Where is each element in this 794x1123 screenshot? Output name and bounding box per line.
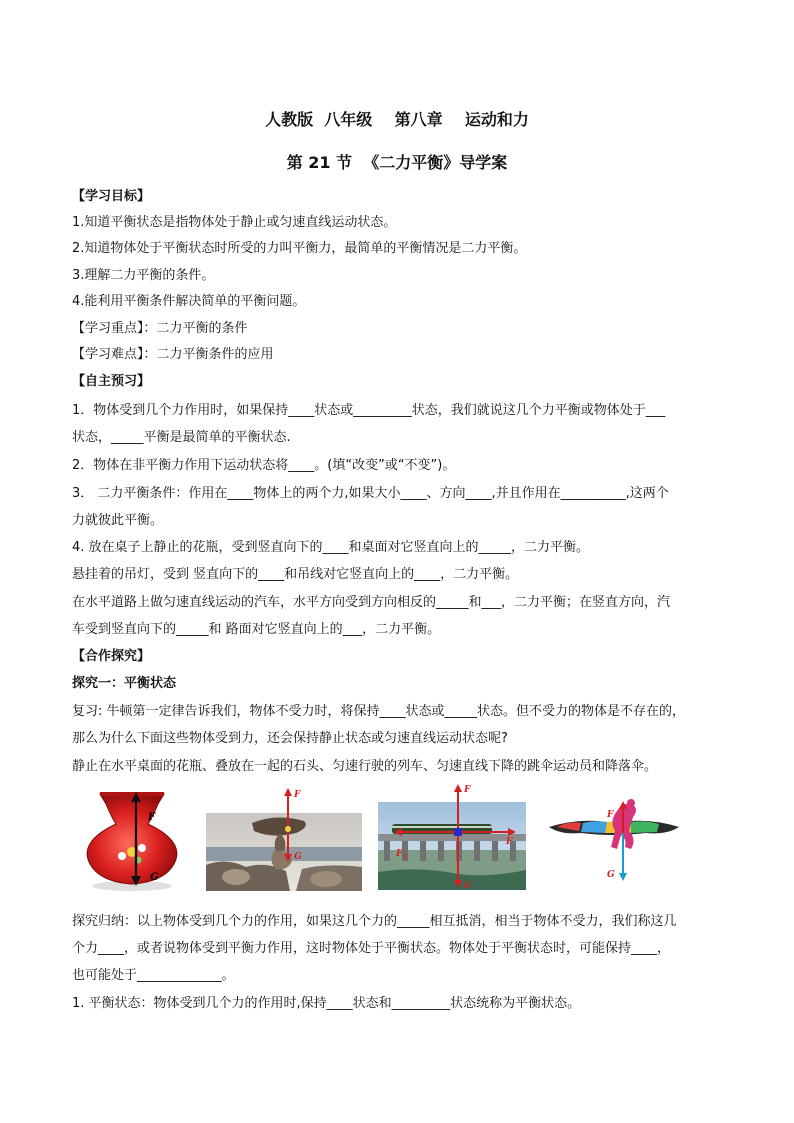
text-line: 悬挂着的吊灯，受到 竖直向下的____和吊线对它竖直向上的____，二力平衡。 bbox=[72, 567, 519, 582]
text-line: 1．物体受到几个力作用时，如果保持____状态或_________状态，我们就说这几个力平衡或物体处于___ bbox=[72, 403, 666, 418]
section-heading: 【学习目标】 bbox=[72, 189, 151, 204]
text-line: 4. 放在桌子上静止的花瓶，受到竖直向下的____和桌面对它竖直向上的_____，二力平衡。 bbox=[72, 540, 590, 555]
text-line: 个力____，或者说物体受到平衡力作用，这时物体处于平衡状态。物体处于平衡状态时，可能保持____， bbox=[72, 941, 671, 956]
section-heading: 【自主预习】 bbox=[72, 374, 151, 389]
force-label-friction: F bbox=[506, 837, 513, 847]
vase-figure bbox=[74, 790, 192, 892]
text-line: 在水平道路上做匀速直线运动的汽车，水平方向受到方向相反的_____和___，二力平衡；在竖直方向，汽 bbox=[72, 595, 671, 610]
section-heading: 【合作探究】 bbox=[72, 649, 151, 664]
text-line: 4.能利用平衡条件解决简单的平衡问题。 bbox=[72, 294, 306, 309]
text-line: 状态，_____平衡是最简单的平衡状态. bbox=[72, 430, 291, 445]
text-line: 2．物体在非平衡力作用下运动状态将____。(填“改变”或“不变”)。 bbox=[72, 458, 456, 473]
text-line: 1.知道平衡状态是指物体处于静止或匀速直线运动状态。 bbox=[72, 215, 397, 230]
force-label-g: G bbox=[150, 872, 159, 883]
text-line: 探究归纳：以上物体受到几个力的作用，如果这几个力的_____相互抵消，相当于物体不受力，我们称这几 bbox=[72, 914, 677, 929]
text-line: 车受到竖直向下的_____和 路面对它竖直向上的___，二力平衡。 bbox=[72, 622, 441, 637]
text-line: 那么为什么下面这些物体受到力，还会保持静止状态或匀速直线运动状态呢? bbox=[72, 731, 508, 746]
document-title: 人教版 八年级 第八章 运动和力 bbox=[265, 110, 529, 129]
difficult-point: 【学习难点】：二力平衡条件的应用 bbox=[72, 347, 274, 362]
text-line: 也可能处于_____________。 bbox=[72, 968, 235, 983]
text-line: 3． 二力平衡条件：作用在____物体上的两个力,如果大小____、方向____,并且作用在__________,这两个 bbox=[72, 486, 669, 501]
text-line: 3.理解二力平衡的条件。 bbox=[72, 268, 215, 283]
text-line: 2.知道物体处于平衡状态时所受的力叫平衡力，最简单的平衡情况是二力平衡。 bbox=[72, 241, 527, 256]
force-label-f: F bbox=[464, 785, 471, 795]
force-label-traction: F bbox=[396, 849, 403, 859]
force-label-g: G bbox=[294, 852, 302, 862]
force-label-g: G bbox=[607, 870, 615, 880]
force-label-f: F bbox=[148, 812, 156, 823]
force-label-g: G bbox=[464, 881, 472, 890]
force-label-f: F bbox=[607, 810, 614, 820]
rocks-figure bbox=[206, 787, 362, 891]
force-label-traction-sub: 牵 bbox=[402, 854, 409, 861]
train-figure bbox=[378, 782, 526, 890]
subsection-heading: 探究一：平衡状态 bbox=[72, 676, 177, 691]
text-line: 力就彼此平衡。 bbox=[72, 513, 164, 528]
text-line: 复习: 牛顿第一定律告诉我们，物体不受力时，将保持____状态或_____状态。但不受力的物体是不存在的， bbox=[72, 704, 686, 719]
vase-shape bbox=[87, 794, 177, 884]
text-line: 1. 平衡状态：物体受到几个力的作用时,保持____状态和_________状态统称为平衡状态。 bbox=[72, 996, 581, 1011]
parachute-figure bbox=[547, 797, 681, 883]
text-line: 静止在水平桌面的花瓶、叠放在一起的石头、匀速行驶的列车、匀速直线下降的跳伞运动员和降落伞。 bbox=[72, 759, 658, 774]
key-point: 【学习重点】：二力平衡的条件 bbox=[72, 321, 248, 336]
force-label-f: F bbox=[294, 790, 301, 800]
lesson-title: 第 21 节 《二力平衡》导学案 bbox=[286, 153, 508, 172]
